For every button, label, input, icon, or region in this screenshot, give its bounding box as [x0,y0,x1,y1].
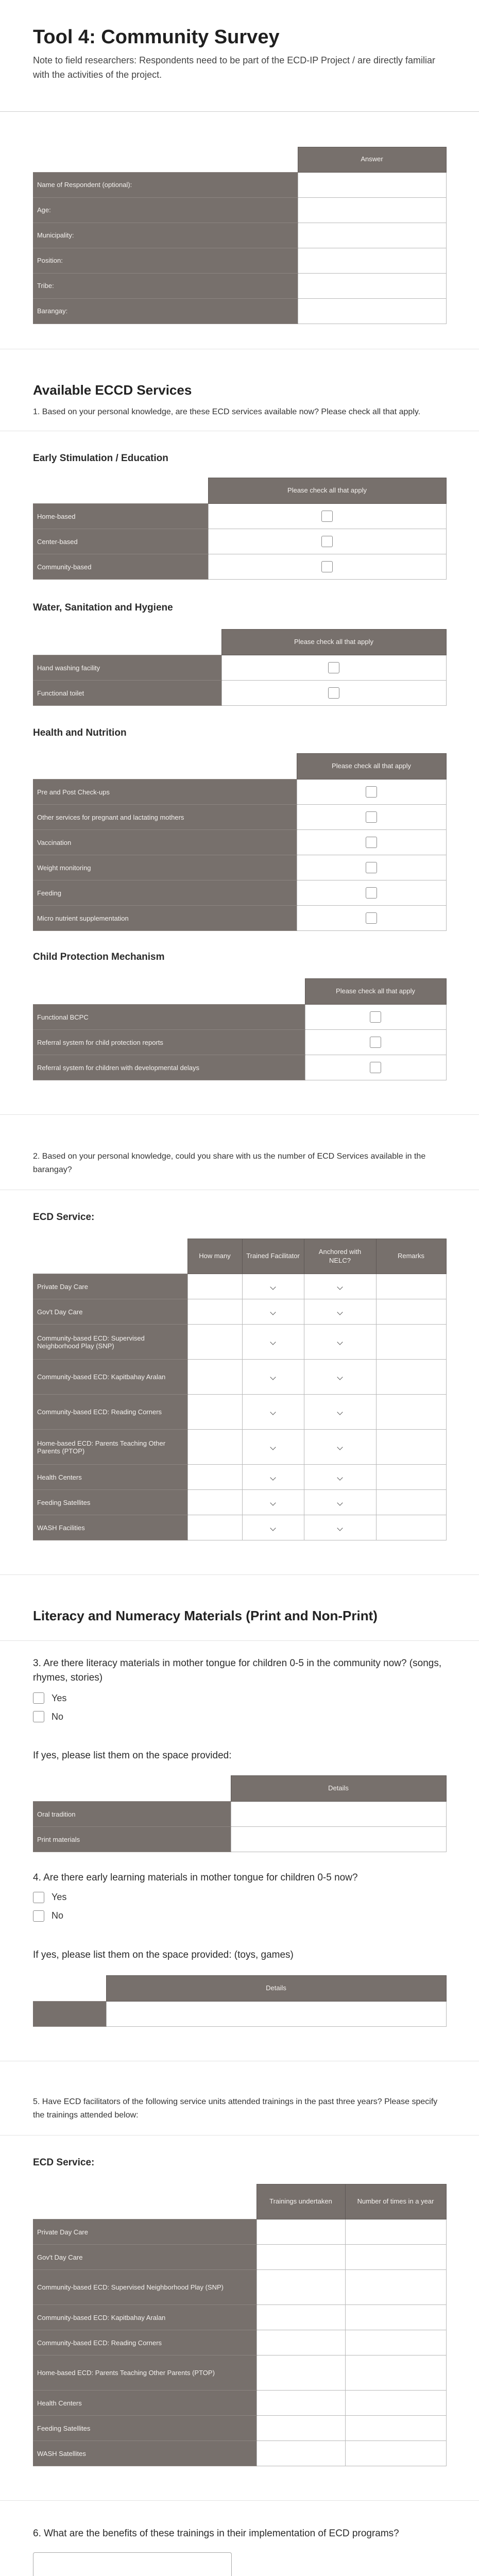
service-label: Community-based [33,554,208,580]
times-input[interactable] [345,2416,446,2441]
how-many-input[interactable] [187,1274,242,1299]
trainings-input[interactable] [256,2270,345,2305]
times-input[interactable] [345,2305,446,2330]
respondent-position-input[interactable] [298,248,446,273]
remarks-input[interactable] [376,1465,446,1490]
remarks-input[interactable] [376,1325,446,1360]
detail-label-empty [33,2002,106,2027]
remarks-input[interactable] [376,1274,446,1299]
times-per-year-header: Number of times in a year [345,2184,446,2219]
no-label: No [52,1910,64,1921]
service-label: Weight monitoring [33,855,297,880]
how-many-input[interactable] [187,1465,242,1490]
chevron-down-icon [270,1500,276,1505]
chevron-down-icon [337,1284,343,1290]
pregnant-services-checkbox[interactable] [366,811,377,823]
trainings-input[interactable] [256,2330,345,2355]
page-title: Tool 4: Community Survey [33,26,280,48]
anchored-nelc-select[interactable] [304,1360,376,1395]
vaccination-checkbox[interactable] [366,837,377,848]
anchored-nelc-select[interactable] [304,1325,376,1360]
check-all-header: Please check all that apply [305,979,446,1005]
hand-washing-checkbox[interactable] [328,662,339,673]
trained-facilitator-select[interactable] [242,1465,304,1490]
times-input[interactable] [345,2219,446,2245]
wash-table [33,629,447,706]
service-label: Community-based ECD: Supervised Neighborhood Play (SNP) [33,2270,256,2305]
print-materials-input[interactable] [231,1827,446,1852]
service-label: Health Centers [33,2391,256,2416]
trained-facilitator-select[interactable] [242,1274,304,1299]
yes-label: Yes [52,1892,67,1903]
trainings-input[interactable] [256,2441,345,2466]
no-label: No [52,1711,64,1722]
anchored-nelc-select[interactable] [304,1299,376,1325]
remarks-input[interactable] [376,1515,446,1540]
anchored-nelc-select[interactable] [304,1274,376,1299]
service-label: Functional toilet [33,681,221,706]
answer-header: Answer [298,147,446,172]
check-all-header: Please check all that apply [221,630,446,655]
service-label: Vaccination [33,830,297,855]
trained-facilitator-select[interactable] [242,1299,304,1325]
group-title-child-protection: Child Protection Mechanism [33,952,165,963]
service-label: Community-based ECD: Reading Corners [33,1395,187,1430]
page-note: Note to field researchers: Respondents need to be part of the ECD-IP Project / are directly familiar with the activities of the project. [33,55,436,80]
q4-no-checkbox[interactable] [33,1910,44,1922]
respondent-label: Age: [33,197,298,223]
eccd-section-title: Available ECCD Services [33,382,192,398]
times-input[interactable] [345,2245,446,2270]
ecd-service-label: ECD Service: [33,1212,95,1223]
home-based-checkbox[interactable] [321,511,333,522]
respondent-label: Position: [33,248,298,273]
service-label: Private Day Care [33,2219,256,2245]
service-label: Center-based [33,529,208,554]
details-header: Details [106,1976,446,2002]
chevron-down-icon [270,1375,276,1380]
detail-label: Oral tradition [33,1802,231,1827]
if-yes-prompt-2: If yes, please list them on the space provided: (toys, games) [33,1949,294,1960]
service-label: Private Day Care [33,1274,187,1299]
how-many-input[interactable] [187,1430,242,1465]
q3-yes-checkbox[interactable] [33,1692,44,1704]
remarks-input[interactable] [376,1430,446,1465]
service-label: Pre and Post Check-ups [33,779,297,805]
ecd-service-label-2: ECD Service: [33,2157,95,2168]
chevron-down-icon [337,1500,343,1505]
service-label: Feeding Satellites [33,2416,256,2441]
service-label: Gov't Day Care [33,2245,256,2270]
child-protection-table [33,978,447,1080]
trainings-table [33,2184,447,2466]
chevron-down-icon [270,1410,276,1415]
learning-materials-table [33,1975,447,2027]
early-stimulation-table [33,478,447,580]
health-nutrition-table [33,753,447,931]
service-label: Health Centers [33,1465,187,1490]
chevron-down-icon [337,1475,343,1480]
times-input[interactable] [345,2355,446,2391]
q3-yes-option[interactable] [33,1689,446,1707]
service-label: Functional BCPC [33,1005,305,1030]
detail-label: Print materials [33,1827,231,1852]
center-based-checkbox[interactable] [321,536,333,547]
service-label: Community-based ECD: Kapitbahay Aralan [33,2305,256,2330]
times-input[interactable] [345,2441,446,2466]
trained-facilitator-select[interactable] [242,1395,304,1430]
chevron-down-icon [270,1340,276,1345]
how-many-input[interactable] [187,1515,242,1540]
question-1: 1. Based on your personal knowledge, are these ECD services available now? Please check all that apply. [33,407,421,416]
times-input[interactable] [345,2270,446,2305]
how-many-header: How many [187,1239,242,1274]
service-label: Micro nutrient supplementation [33,906,297,931]
checkups-checkbox[interactable] [366,786,377,798]
oral-tradition-input[interactable] [231,1802,446,1827]
chevron-down-icon [270,1445,276,1450]
anchored-nelc-select[interactable] [304,1430,376,1465]
feeding-checkbox[interactable] [366,887,377,899]
times-input[interactable] [345,2330,446,2355]
respondent-label: Barangay: [33,298,298,324]
yes-label: Yes [52,1692,67,1703]
service-label: Community-based ECD: Reading Corners [33,2330,256,2355]
respondent-name-input[interactable] [298,172,446,197]
trained-facilitator-select[interactable] [242,1490,304,1515]
trainings-input[interactable] [256,2416,345,2441]
q3-no-option[interactable] [33,1707,446,1726]
times-input[interactable] [345,2391,446,2416]
trained-facilitator-header: Trained Facilitator [242,1239,304,1274]
micronutrient-checkbox[interactable] [366,912,377,924]
how-many-input[interactable] [187,1490,242,1515]
trainings-input[interactable] [256,2219,345,2245]
service-label: Referral system for child protection reports [33,1030,305,1055]
respondent-tribe-input[interactable] [298,273,446,298]
question-2: 2. Based on your personal knowledge, could you share with us the number of ECD Services available in the barangay? [33,1152,426,1174]
trainings-input[interactable] [256,2355,345,2391]
remarks-input[interactable] [376,1395,446,1430]
check-all-header: Please check all that apply [208,478,446,504]
service-label: Home-based [33,504,208,529]
remarks-input[interactable] [376,1490,446,1515]
service-label: Other services for pregnant and lactating mothers [33,805,297,830]
if-yes-prompt-1: If yes, please list them on the space provided: [33,1750,232,1761]
functional-toilet-checkbox[interactable] [328,687,339,699]
q4-yes-checkbox[interactable] [33,1892,44,1903]
anchored-nelc-select[interactable] [304,1465,376,1490]
referral-child-protection-checkbox[interactable] [370,1037,381,1048]
service-label: Feeding [33,880,297,906]
q4-yes-option[interactable] [33,1888,446,1907]
weight-monitoring-checkbox[interactable] [366,862,377,873]
chevron-down-icon [270,1525,276,1531]
trained-facilitator-select[interactable] [242,1325,304,1360]
question-3: 3. Are there literacy materials in mother tongue for children 0-5 in the community now? (songs, rhymes, stories) [33,1658,442,1683]
service-label: Community-based ECD: Kapitbahay Aralan [33,1360,187,1395]
service-label: Feeding Satellites [33,1490,187,1515]
how-many-input[interactable] [187,1360,242,1395]
chevron-down-icon [337,1309,343,1315]
service-label: WASH Satellites [33,2441,256,2466]
respondent-label: Municipality: [33,223,298,248]
check-all-header: Please check all that apply [297,754,446,779]
chevron-down-icon [270,1284,276,1290]
service-label: Home-based ECD: Parents Teaching Other Parents (PTOP) [33,2355,256,2391]
trained-facilitator-select[interactable] [242,1430,304,1465]
service-label: Referral system for children with developmental delays [33,1055,305,1080]
ecd-service-count-table [33,1239,447,1540]
service-label: Home-based ECD: Parents Teaching Other Parents (PTOP) [33,1430,187,1465]
remarks-input[interactable] [376,1360,446,1395]
chevron-down-icon [270,1309,276,1315]
respondent-barangay-input[interactable] [298,298,446,324]
chevron-down-icon [270,1475,276,1480]
bcpc-checkbox[interactable] [370,1011,381,1023]
chevron-down-icon [337,1340,343,1345]
trainings-undertaken-header: Trainings undertaken [256,2184,345,2219]
anchored-nelc-select[interactable] [304,1395,376,1430]
question-6: 6. What are the benefits of these trainings in their implementation of ECD programs? [33,2528,399,2539]
respondent-table [33,147,447,324]
service-label: Gov't Day Care [33,1299,187,1325]
how-many-input[interactable] [187,1299,242,1325]
remarks-input[interactable] [376,1299,446,1325]
trainings-input[interactable] [256,2391,345,2416]
literacy-details-table [33,1775,447,1852]
how-many-input[interactable] [187,1325,242,1360]
q4-no-option[interactable] [33,1907,446,1925]
respondent-municipality-input[interactable] [298,223,446,248]
group-title-early-stimulation: Early Stimulation / Education [33,453,168,464]
respondent-label: Name of Respondent (optional): [33,172,298,197]
chevron-down-icon [337,1445,343,1450]
service-label: Hand washing facility [33,655,221,681]
chevron-down-icon [337,1375,343,1380]
trained-facilitator-select[interactable] [242,1515,304,1540]
question-5: 5. Have ECD facilitators of the following service units attended trainings in the past three years? Please specify the trainings attended below: [33,2097,438,2120]
service-label: WASH Facilities [33,1515,187,1540]
chevron-down-icon [337,1410,343,1415]
trainings-input[interactable] [256,2305,345,2330]
q3-no-checkbox[interactable] [33,1711,44,1722]
referral-delays-checkbox[interactable] [370,1062,381,1073]
question-4: 4. Are there early learning materials in mother tongue for children 0-5 now? [33,1872,358,1883]
literacy-section-title: Literacy and Numeracy Materials (Print and Non-Print) [33,1608,378,1624]
community-based-checkbox[interactable] [321,561,333,572]
remarks-header: Remarks [376,1239,446,1274]
group-title-health-nutrition: Health and Nutrition [33,727,127,739]
anchored-nelc-header: Anchored with NELC? [304,1239,376,1274]
trainings-input[interactable] [256,2245,345,2270]
details-header: Details [231,1776,446,1802]
chevron-down-icon [337,1525,343,1531]
anchored-nelc-select[interactable] [304,1490,376,1515]
respondent-age-input[interactable] [298,197,446,223]
trained-facilitator-select[interactable] [242,1360,304,1395]
service-label: Community-based ECD: Supervised Neighborhood Play (SNP) [33,1325,187,1360]
group-title-wash: Water, Sanitation and Hygiene [33,602,173,614]
benefits-input[interactable] [33,2552,232,2576]
how-many-input[interactable] [187,1395,242,1430]
learning-materials-input[interactable] [106,2002,446,2027]
respondent-label: Tribe: [33,273,298,298]
anchored-nelc-select[interactable] [304,1515,376,1540]
